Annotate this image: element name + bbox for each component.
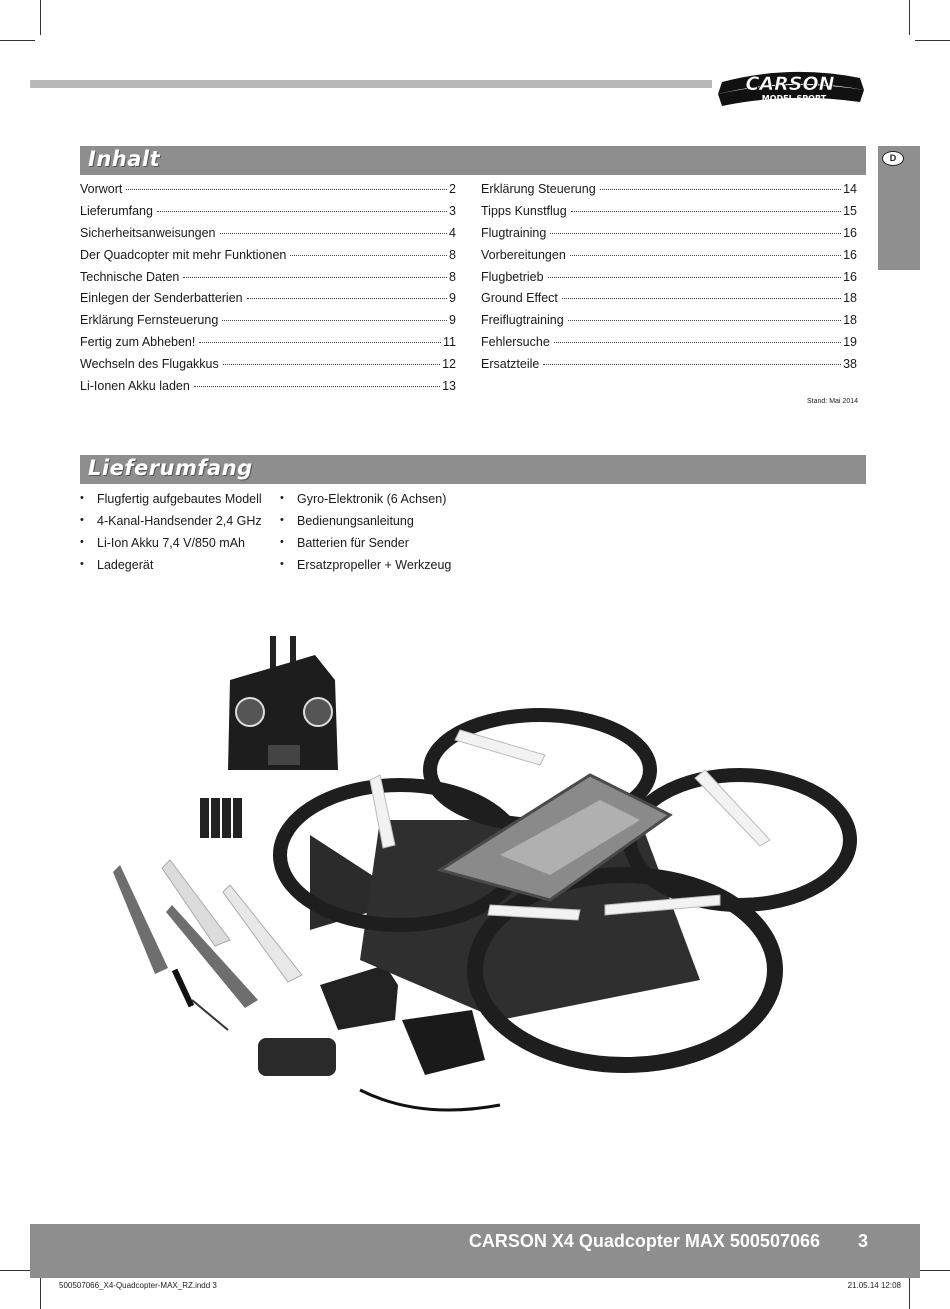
toc-entry-title: Wechseln des Flugakkus [80, 357, 219, 372]
transmitter-image [228, 636, 338, 770]
toc-entry[interactable] [481, 357, 857, 379]
toc-entry-title: Tipps Kunstflug [481, 203, 567, 218]
toc-leader [157, 211, 447, 212]
toc-entry[interactable] [481, 335, 857, 357]
toc-leader [562, 298, 841, 299]
toc-leader [223, 364, 440, 365]
toc-entry-page: 15 [843, 203, 857, 218]
toc-entry-title: Lieferumfang [80, 203, 153, 218]
delivery-heading: Lieferumfang [88, 456, 253, 480]
list-item: • Gyro-Elektronik (6 Achsen) [280, 492, 451, 514]
toc-entry-title: Flugbetrieb [481, 269, 544, 284]
crop-mark [40, 0, 41, 35]
toc-entry-title: Li-Ionen Akku laden [80, 379, 190, 394]
toc-leader [570, 255, 841, 256]
toc-entry-page: 18 [843, 313, 857, 328]
toc-entry[interactable] [80, 226, 456, 248]
toc-entry[interactable] [80, 204, 456, 226]
toc-heading-bar [80, 146, 866, 175]
toc-leader [600, 189, 841, 190]
toc-leader [568, 320, 841, 321]
toc-entry[interactable] [80, 291, 456, 313]
delivery-list-right [280, 492, 451, 580]
toc-entry[interactable] [481, 204, 857, 226]
toc-leader [543, 364, 841, 365]
batteries-image [200, 798, 242, 838]
toc-entry-page: 4 [449, 225, 456, 240]
toc-entry-title: Erklärung Fernsteuerung [80, 313, 219, 328]
toc-entry[interactable] [80, 335, 456, 357]
toc-leader [247, 298, 447, 299]
toc-entry[interactable] [80, 357, 456, 379]
toc-entry-title: Freiflugtraining [481, 313, 564, 328]
toc-entry-page: 3 [449, 203, 456, 218]
logo-name: CARSON [745, 73, 835, 95]
toc-leader [199, 342, 441, 343]
toc-leader [290, 255, 447, 256]
toc-leader [126, 189, 447, 190]
toc-heading: Inhalt [88, 147, 161, 171]
delivery-list-left [80, 492, 262, 580]
header-rule [30, 80, 712, 88]
language-badge: D [882, 151, 904, 166]
toc-leader [220, 233, 448, 234]
toc-entry-title: Sicherheitsanweisungen [80, 225, 216, 240]
toc-entry-title: Vorbereitungen [481, 247, 566, 262]
toc-entry-title: Fehlersuche [481, 335, 550, 350]
toc-entry-title: Ground Effect [481, 291, 558, 306]
page-number: 3 [857, 1231, 868, 1251]
toc-entry-title: Der Quadcopter mit mehr Funktionen [80, 247, 287, 262]
slug-date: 21.05.14 12:08 [847, 1281, 901, 1290]
toc-leader [183, 277, 447, 278]
toc-entry-title: Technische Daten [80, 269, 180, 284]
list-item: • 4-Kanal-Handsender 2,4 GHz [80, 514, 262, 536]
list-item: • Bedienungsanleitung [280, 514, 451, 536]
toc-entry-title: Fertig zum Abheben! [80, 335, 196, 350]
toc-entry-page: 8 [449, 247, 456, 262]
toc-right-column [481, 182, 857, 379]
carson-logo [714, 68, 866, 108]
toc-entry-page: 11 [443, 335, 456, 350]
toc-entry[interactable] [80, 379, 456, 401]
toc-entry-page: 8 [449, 269, 456, 284]
toc-entry-page: 12 [442, 357, 456, 372]
toc-entry-title: Flugtraining [481, 225, 547, 240]
crop-mark [0, 40, 35, 41]
toc-leader [550, 233, 841, 234]
spare-propellers-image [113, 860, 302, 1030]
crop-mark [909, 1275, 910, 1309]
toc-entry-page: 14 [843, 182, 857, 196]
toc-entry[interactable] [80, 313, 456, 335]
toc-leader [554, 342, 841, 343]
toc-entry[interactable] [481, 291, 857, 313]
product-photo [80, 600, 880, 1140]
toc-entry[interactable] [481, 248, 857, 270]
toc-leader [571, 211, 841, 212]
revision-date: Stand: Mai 2014 [807, 398, 858, 405]
delivery-heading-bar [80, 455, 866, 484]
toc-leader [222, 320, 447, 321]
toc-entry[interactable] [80, 248, 456, 270]
toc-left-column [80, 182, 456, 401]
crop-mark [915, 1270, 950, 1271]
toc-entry[interactable] [481, 270, 857, 292]
toc-entry-page: 13 [442, 379, 456, 394]
toc-entry-page: 2 [449, 182, 456, 196]
list-item: • Li-Ion Akku 7,4 V/850 mAh [80, 536, 262, 558]
list-item: • Ladegerät [80, 558, 262, 580]
toc-entry-page: 16 [843, 269, 857, 284]
footer-title: CARSON X4 Quadcopter MAX 500507066 [468, 1231, 820, 1251]
toc-entry[interactable] [80, 182, 456, 204]
toc-entry-page: 16 [843, 225, 857, 240]
toc-entry-page: 9 [449, 291, 456, 306]
toc-entry[interactable] [80, 270, 456, 292]
toc-entry-title: Vorwort [80, 182, 123, 196]
slug-filename: 500507066_X4-Quadcopter-MAX_RZ.indd 3 [59, 1281, 217, 1290]
list-item: • Ersatzpropeller + Werkzeug [280, 558, 451, 580]
toc-leader [194, 386, 440, 387]
crop-mark [40, 1275, 41, 1309]
toc-entry-page: 38 [843, 357, 857, 372]
crop-mark [909, 0, 910, 35]
toc-entry-page: 18 [843, 291, 857, 306]
list-item: • Flugfertig aufgebautes Modell [80, 492, 262, 514]
toc-entry-page: 19 [843, 335, 857, 350]
list-item: • Batterien für Sender [280, 536, 451, 558]
toc-entry-title: Einlegen der Senderbatterien [80, 291, 243, 306]
toc-entry[interactable] [481, 226, 857, 248]
toc-entry-title: Ersatzteile [481, 357, 540, 372]
toc-entry[interactable] [481, 182, 857, 204]
footer-bar [30, 1224, 920, 1278]
toc-entry-title: Erklärung Steuerung [481, 182, 596, 196]
logo-sub: MODEL SPORT [761, 94, 827, 103]
toc-leader [548, 277, 842, 278]
toc-entry[interactable] [481, 313, 857, 335]
toc-entry-page: 9 [449, 313, 456, 328]
toc-entry-page: 16 [843, 247, 857, 262]
crop-mark [915, 40, 950, 41]
